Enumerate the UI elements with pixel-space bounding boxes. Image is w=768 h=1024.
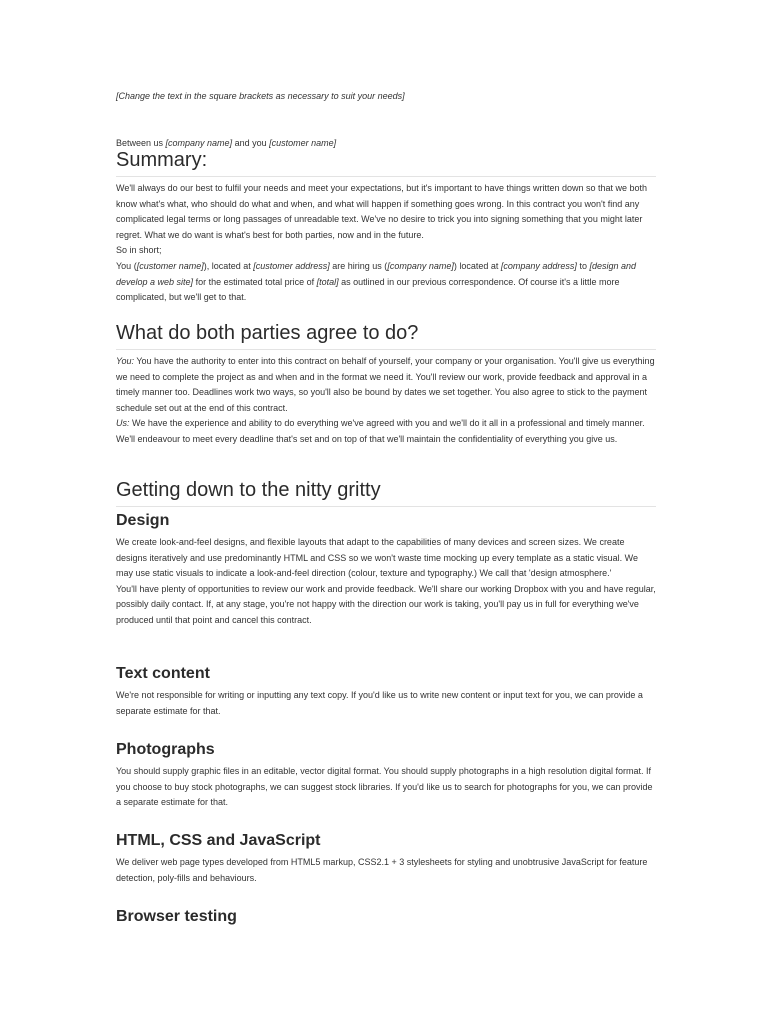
text-run: ), located at bbox=[203, 260, 254, 271]
details-heading: Getting down to the nitty gritty bbox=[116, 478, 656, 507]
us-label: Us: bbox=[116, 418, 130, 429]
parties-mid: and you bbox=[232, 138, 270, 148]
company-address-placeholder: [company address] bbox=[500, 260, 577, 271]
you-label: You: bbox=[116, 356, 135, 366]
summary-heading: Summary: bbox=[116, 148, 656, 177]
photographs-paragraph: You should supply graphic files in an editable, vector digital format. You should supply photographs in a high resolution digital format. If you choose to buy stock photographs, we can suggest stock libraries. If you'd like us to search for photographs for you, we can provide a separate estimate for that. bbox=[116, 766, 653, 808]
text-run: for the estimated total price of bbox=[193, 276, 317, 287]
text-run: to bbox=[576, 260, 590, 271]
company-name-placeholder: [company name] bbox=[165, 138, 233, 148]
browser-testing-heading: Browser testing bbox=[116, 908, 237, 925]
company-name-placeholder: [company name] bbox=[387, 260, 454, 271]
text-content-heading: Text content bbox=[116, 665, 210, 682]
parties-line bbox=[116, 138, 336, 148]
parties-prefix: Between us bbox=[116, 138, 166, 148]
text-run: are hiring us ( bbox=[329, 260, 388, 271]
you-paragraph bbox=[116, 354, 656, 416]
text-run: ) located at bbox=[453, 260, 501, 271]
customer-name-placeholder: [customer name] bbox=[269, 138, 337, 148]
summary-paragraph-3 bbox=[116, 259, 656, 306]
project-placeholder: [design and develop a web site] bbox=[116, 260, 636, 287]
summary-paragraph-1: We'll always do our best to fulfil your needs and meet your expectations, but it's important to have things written down so that we both know what's what, who should do what and when, and what will happen if something goes wrong. In this contract you won't find any complicated legal terms or long passages of unreadable text. We've no desire to trick you into signing something that you might later regret. What we do want is what's best for both parties, now and in the future. bbox=[116, 183, 648, 240]
us-text: We have the experience and ability to do everything we've agreed with you and we'll do it all in a professional and timely manner. We'll endeavour to meet every deadline that's set and on top of that we'll maintain the confidentiality of everything you give us. bbox=[116, 418, 645, 444]
html-css-js-heading: HTML, CSS and JavaScript bbox=[116, 832, 321, 849]
agreement-section bbox=[116, 321, 656, 448]
customer-name-placeholder: [customer name] bbox=[136, 260, 204, 271]
text-run: as outlined in our previous correspondence. Of course it's a little more complicated, but we'll get to that. bbox=[116, 276, 620, 303]
html-css-js-paragraph: We deliver web page types developed from HTML5 markup, CSS2.1 + 3 stylesheets for styling and unobtrusive JavaScript for feature detection, poly-fills and behaviours. bbox=[116, 857, 648, 883]
design-section bbox=[116, 511, 656, 629]
agreement-heading: What do both parties agree to do? bbox=[116, 321, 656, 350]
html-css-js-section bbox=[116, 831, 656, 886]
text-content-section bbox=[116, 664, 656, 719]
text-run: You ( bbox=[116, 260, 137, 271]
us-paragraph bbox=[116, 416, 656, 447]
photographs-section bbox=[116, 740, 656, 811]
customer-address-placeholder: [customer address] bbox=[253, 260, 330, 271]
design-paragraph-2: You'll have plenty of opportunities to review our work and provide feedback. We'll share our working Dropbox with you and have regular, possibly daily contact. If, at any stage, you're not happy with the direction our work is taking, you'll pay us in full for everything we've produced until that point and cancel this contract. bbox=[116, 583, 656, 625]
instruction-note: [Change the text in the square brackets as necessary to suit your needs] bbox=[116, 91, 405, 101]
photographs-heading: Photographs bbox=[116, 741, 215, 758]
design-heading: Design bbox=[116, 512, 170, 529]
details-section bbox=[116, 478, 656, 507]
design-paragraph-1: We create look-and-feel designs, and flexible layouts that adapt to the capabilities of many devices and screen sizes. We create designs iteratively and use predominantly HTML and CSS so we won't waste time mocking up every template as a static visual. We may use static visuals to indicate a look-and-feel direction (colour, texture and typography.) We call that 'design atmosphere.' bbox=[116, 537, 638, 579]
browser-testing-section bbox=[116, 907, 656, 927]
summary-section bbox=[116, 148, 656, 306]
you-text: You have the authority to enter into this contract on behalf of yourself, your company or your organisation. You'll give us everything we need to complete the project as and when and in the format we need it. You'll review our work, provide feedback and approval in a timely manner too. Deadlines work two ways, so you'll also be bound by dates we set together. You also agree to stick to the payment schedule set out at the end of this contract. bbox=[116, 356, 655, 413]
text-content-paragraph: We're not responsible for writing or inputting any text copy. If you'd like us to write new content or input text for you, we can provide a separate estimate for that. bbox=[116, 690, 643, 716]
total-placeholder: [total] bbox=[316, 276, 339, 287]
summary-paragraph-2: So in short; bbox=[116, 245, 162, 256]
